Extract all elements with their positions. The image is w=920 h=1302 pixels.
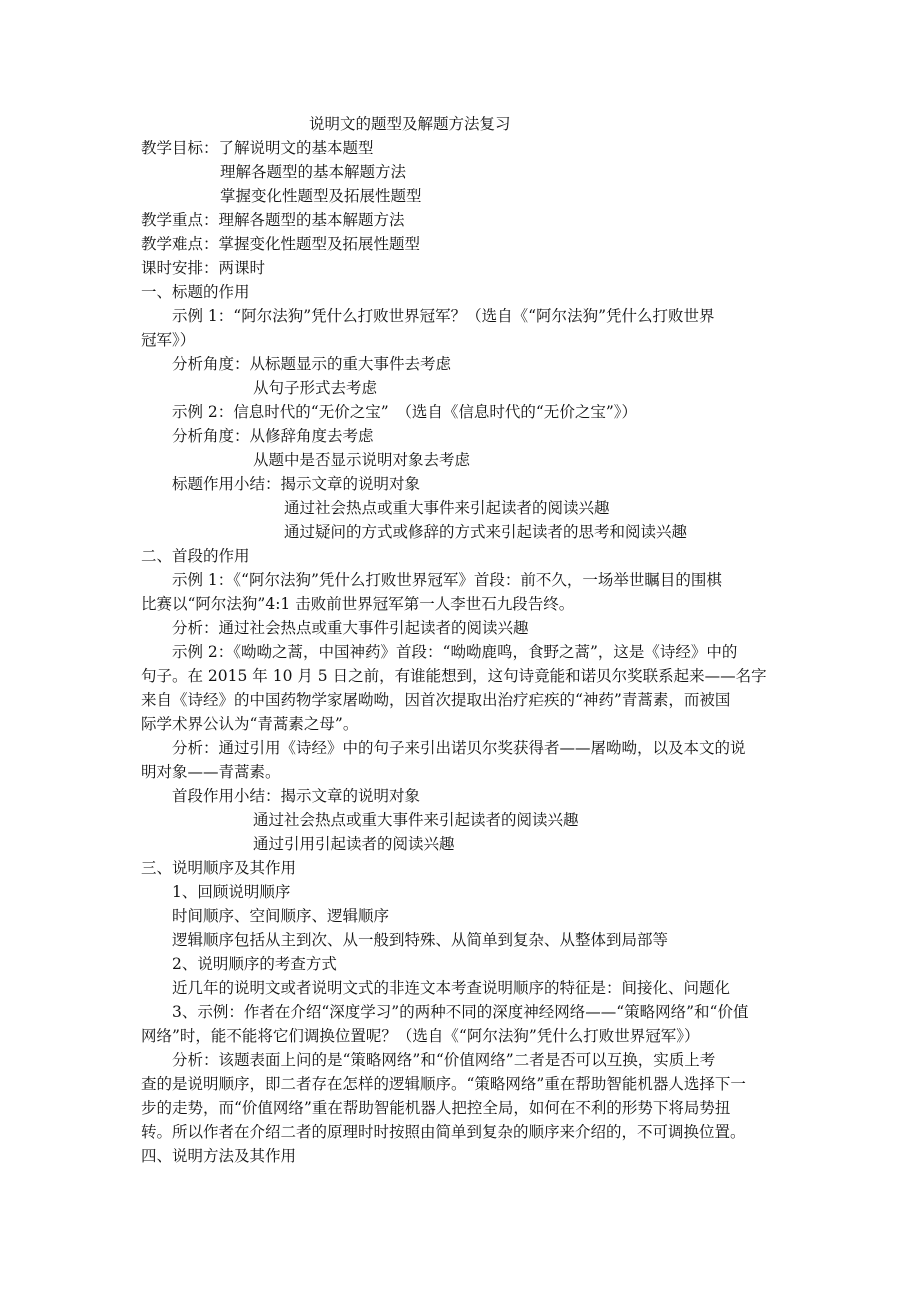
paragraph-line: 通过引用引起读者的阅读兴趣: [253, 835, 455, 853]
paragraph-line: 查的是说明顺序，即二者存在怎样的逻辑顺序。“策略网络”重在帮助智能机器人选择下一: [141, 1075, 746, 1093]
section-heading-methods: 四、说明方法及其作用: [141, 1147, 297, 1165]
paragraph-line: 通过社会热点或重大事件来引起读者的阅读兴趣: [253, 811, 579, 829]
teaching-difficulty: 教学难点：掌握变化性题型及拓展性题型: [141, 235, 421, 253]
paragraph-line: 网络”时，能不能将它们调换位置呢？（选自《“阿尔法狗”凭什么打败世界冠军》）: [141, 1027, 700, 1045]
section-heading-first-paragraph: 二、首段的作用: [141, 547, 250, 565]
paragraph-line: 2、说明顺序的考查方式: [172, 955, 337, 973]
paragraph-line: 句子。在 2015 年 10 月 5 日之前，有谁能想到，这句诗竟能和诺贝尔奖联系起来——名字: [141, 667, 767, 685]
paragraph-line: 示例 2：信息时代的“无价之宝” （选自《信息时代的“无价之宝”》）: [172, 403, 637, 421]
class-schedule: 课时安排：两课时: [141, 259, 266, 277]
paragraph-line: 分析：通过引用《诗经》中的句子来引出诺贝尔奖获得者——屠呦呦，以及本文的说: [172, 739, 746, 757]
paragraph-line: 际学术界公认为“青蒿素之母”。: [141, 715, 359, 733]
paragraph-line: 标题作用小结：揭示文章的说明对象: [172, 475, 421, 493]
section-heading-order: 三、说明顺序及其作用: [141, 859, 297, 877]
paragraph-line: 分析：通过社会热点或重大事件引起读者的阅读兴趣: [172, 619, 529, 637]
paragraph-line: 示例 1：《“阿尔法狗”凭什么打败世界冠军》首段：前不久，一场举世瞩目的围棋: [172, 571, 722, 589]
paragraph-line: 逻辑顺序包括从主到次、从一般到特殊、从简单到复杂、从整体到局部等: [172, 931, 669, 949]
paragraph-line: 示例 1：“阿尔法狗”凭什么打败世界冠军？（选自《“阿尔法狗”凭什么打败世界: [172, 307, 715, 325]
paragraph-line: 比赛以“阿尔法狗”4:1 击败前世界冠军第一人李世石九段告终。: [141, 595, 575, 613]
teaching-goal-2: 理解各题型的基本解题方法: [220, 163, 407, 181]
paragraph-line: 分析角度：从修辞角度去考虑: [172, 427, 374, 445]
paragraph-line: 通过疑问的方式或修辞的方式来引起读者的思考和阅读兴趣: [284, 523, 688, 541]
paragraph-line: 首段作用小结：揭示文章的说明对象: [172, 787, 421, 805]
paragraph-line: 明对象——青蒿素。: [141, 763, 281, 781]
teaching-goal-3: 掌握变化性题型及拓展性题型: [220, 187, 422, 205]
paragraph-line: 从句子形式去考虑: [253, 379, 378, 397]
paragraph-line: 近几年的说明文或者说明文式的非连文本考查说明顺序的特征是：间接化、问题化: [172, 979, 731, 997]
teaching-focus: 教学重点：理解各题型的基本解题方法: [141, 211, 405, 229]
paragraph-line: 来自《诗经》的中国药物学家屠呦呦，因首次提取出治疗疟疾的“神药”青蒿素，而被国: [141, 691, 731, 709]
paragraph-line: 步的走势，而“价值网络”重在帮助智能机器人把控全局，如何在不利的形势下将局势扭: [141, 1099, 731, 1117]
document-title: 说明文的题型及解题方法复习: [309, 115, 511, 133]
paragraph-line: 3、示例：作者在介绍“深度学习”的两种不同的深度神经网络——“策略网络”和“价值: [172, 1003, 749, 1021]
paragraph-line: 时间顺序、空间顺序、逻辑顺序: [172, 907, 390, 925]
section-heading-title-role: 一、标题的作用: [141, 283, 250, 301]
paragraph-line: 转。所以作者在介绍二者的原理时时按照由简单到复杂的顺序来介绍的，不可调换位置。: [141, 1123, 746, 1141]
paragraph-line: 分析角度：从标题显示的重大事件去考虑: [172, 355, 452, 373]
teaching-goal-1: 教学目标：了解说明文的基本题型: [141, 139, 374, 157]
paragraph-line: 从题中是否显示说明对象去考虑: [253, 451, 471, 469]
paragraph-line: 通过社会热点或重大事件来引起读者的阅读兴趣: [284, 499, 610, 517]
paragraph-line: 示例 2：《呦呦之蒿，中国神药》首段：“呦呦鹿鸣，食野之蒿”，这是《诗经》中的: [172, 643, 738, 661]
paragraph-line: 冠军》）: [141, 331, 196, 349]
paragraph-line: 1、回顾说明顺序: [172, 883, 291, 901]
paragraph-line: 分析：该题表面上问的是“策略网络”和“价值网络”二者是否可以互换，实质上考: [172, 1051, 716, 1069]
